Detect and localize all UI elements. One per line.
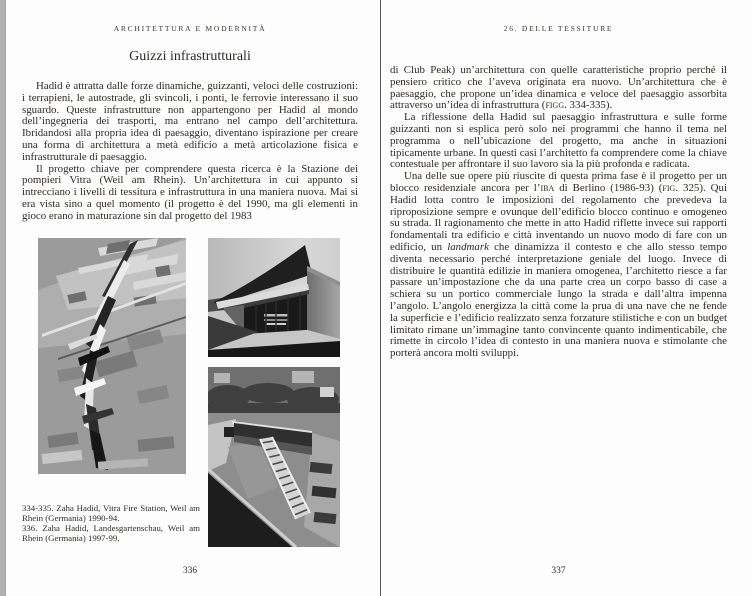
left-page-text-column [22, 81, 358, 223]
landesgartenschau-image [208, 367, 340, 547]
paragraph: Una delle sue opere più riuscite di questa prima fase è il progetto per un blocco residenziale ancora per l’iba di Berlino (1986-93) (fig. 325). Qui Hadid lotta contro le imposizioni del regolamento che prevedeva la riproposizione sempre e ovunque dell’edificio blocco continuo e omogeneo su strada. Il ragionamento che mette in atto Hadid riflette invece sui rapporti fondamentali tra edificio e città inventando un nuovo modo di fare con un edificio, un landmark che dinamizza il contesto e che allo stesso tempo diventa necessario perché interpretazione geniale del luogo. Invece di distribuire le quantità edilizie in maniera omogenea, l’architetto riesce a far passare un’impostazione che da una parte crea un corpo basso di case a schiera su un portico commerciale lungo la strada e dall’altra impenna l’angolo. L’angolo energizza la città come la prua di una nave che ne fende la superficie e l’edificio realizzato senza forzature stilistiche e con un budget limitato rimane un’immagine tanto convincente quanto indimenticabile, che rimette in circolo l’idea di contesto in una maniera nuova e stimolante che porterà ancora molti sviluppi. [390, 170, 728, 360]
running-head-left: ARCHITETTURA E MODERNITÀ [113, 24, 267, 33]
paragraph: Hadid è attratta dalle forze dinamiche, guizzanti, veloci delle costruzioni: i terrapieni, le autostrade, gli svincoli, i ponti, le ferrovie interessano il suo sguardo. Queste infrastrutture non appartengono per Hadid al mondo dell’ingegneria dei trasporti, ma entrano nel campo dell’architettura. Ibridandosi alla propria idea di paesaggio, diventano ispirazione per creare una forma di architettura a metà edificio a metà articolazione fisica e infrastrutturale di paesaggio. [22, 80, 358, 163]
section-title: Guizzi infrastrutturali [129, 49, 251, 64]
right-page-text-column [390, 65, 727, 360]
figure-335-vitra-photo [208, 238, 340, 357]
caption-334-335: 334-335. Zaha Hadid, Vitra Fire Station, Weil am Rhein (Germania) 1990-94. [22, 503, 200, 523]
figure-334-vitra-painting [38, 238, 186, 474]
figure-captions [22, 503, 200, 543]
running-head-right: 26. DELLE TESSITURE [503, 24, 614, 33]
page-number-left: 336 [182, 566, 198, 576]
vitra-photo-image [208, 238, 340, 357]
scan-edge-shadow [0, 0, 6, 596]
page-gutter-line [380, 0, 381, 596]
figure-336-landesgartenschau-photo [208, 367, 340, 547]
paragraph: La riflessione della Hadid sul paesaggio infrastruttura e sulle forme guizzanti non si esplica però solo nei programmi che hanno il tema nel programma o nell’ubicazione del progetto, ma anche in situazioni tipicamente urbane. In questi casi l’architetto fa comprendere come la chiave contestuale per affrontare il suo lavoro sia la più profonda e radicata. [390, 111, 727, 171]
page-number-right: 337 [551, 566, 566, 576]
paragraph: di Club Peak) un’architettura con quelle caratteristiche proprio perché il pensiero critico che l’aveva originata era nuovo. Un’architettura che è paesaggio, che propone un’idea dinamica e veloce del paesaggio assorbita attraverso un’idea di infrastruttura (figg. 334-335). [390, 64, 727, 112]
vitra-painting-image [38, 238, 186, 474]
paragraph: Il progetto chiave per comprendere questa ricerca è la Stazione dei pompieri Vitra (Weil am Rhein). Un’architettura in cui appunto si intrecciano i livelli di tessitura e infrastruttura in una maniera nuova. Mai si era vista sino a quel momento (il progetto è del 1990, ma gli elementi in gioco erano in maturazione sin dal progetto del 1983 [22, 162, 358, 222]
caption-336: 336. Zaha Hadid, Landesgartenschau, Weil am Rhein (Germania) 1997-99. [22, 523, 200, 543]
